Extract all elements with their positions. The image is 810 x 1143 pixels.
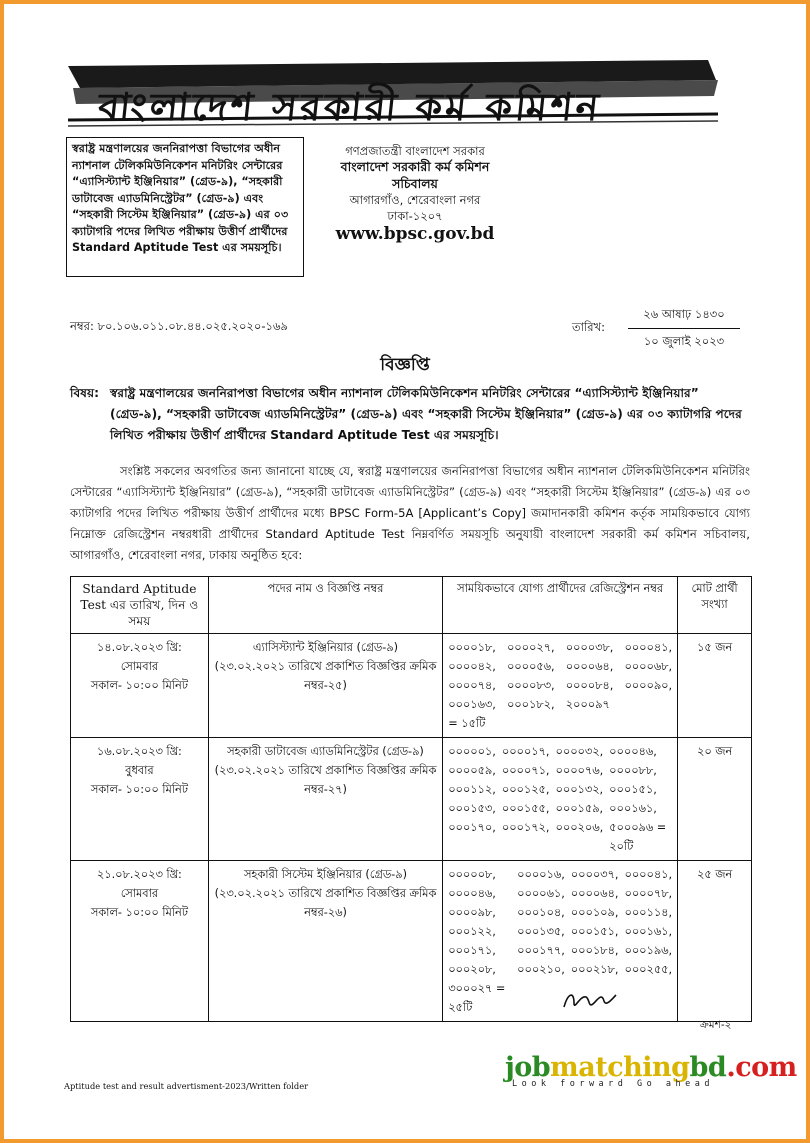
registration-number: ০০০০৬৪, [570, 887, 619, 900]
table-row [71, 738, 752, 861]
registration-number: ০০০১৫১, [609, 783, 657, 796]
website-link[interactable]: www.bpsc.gov.bd [335, 224, 495, 245]
gov-line-secretariat: সচিবালয় [392, 175, 438, 191]
registration-number: ০০০০৭৮, [624, 887, 673, 900]
registration-number: ০০০০১৮, [448, 641, 496, 654]
watermark-part-job: job [505, 1052, 551, 1083]
registration-number: ০০০১৫৩, [448, 802, 496, 815]
header-test-date: Standard Aptitude Test এর তারিখ, দিন ও সময় [71, 577, 209, 634]
registration-number: ০০০০৭৬, [555, 764, 604, 777]
registration-total: = ১৫টি [448, 717, 486, 730]
cell-schedule [71, 634, 209, 738]
post-name: এ্যাসিস্ট্যান্ট ইঞ্জিনিয়ার (গ্রেড-৯) [252, 641, 399, 654]
registration-number: ০০০১৭০, [448, 821, 496, 834]
date-english: ১০ জুলাই ২০২৩ [643, 334, 725, 348]
post-name: সহকারী সিস্টেম ইঞ্জিনিয়ার (গ্রেড-৯) [243, 868, 407, 881]
registration-number: ০০০১৯৬, [624, 944, 673, 957]
registration-number: ০০০১৭৭, [517, 944, 565, 957]
date-bangla: ২৬ আষাঢ় ১৪৩০ [628, 306, 740, 329]
circular-ref: (২৩.০২.২০২১ তারিখে প্রকাশিত বিজ্ঞপ্তির ক্রমিক নম্বর-২৭) [214, 764, 437, 796]
registration-number: ০০০০১৭, [501, 745, 550, 758]
registration-number: ০০০১৬১, [624, 925, 673, 938]
registration-number: ০০০০০১, [448, 745, 496, 758]
gov-line-commission: বাংলাদেশ সরকারী কর্ম কমিশন [340, 159, 490, 175]
registration-number: ০০০১৭১, [448, 944, 496, 957]
circular-ref: (২৩.০২.২০২১ তারিখে প্রকাশিত বিজ্ঞপ্তির ক্রমিক নম্বর-২৬) [214, 887, 437, 919]
registration-number: ০০০১৮৪, [570, 944, 619, 957]
schedule-date: ১৬.০৮.২০২৩ খ্রি: [96, 745, 182, 758]
registration-number: ০০০১৬৩, [448, 698, 496, 711]
subject-line [70, 383, 750, 446]
registration-number: ০০০১৩৫, [517, 925, 565, 938]
table-row [71, 634, 752, 738]
registration-number: ০০০০০৮, [448, 868, 496, 881]
watermark-part-bd: bd [689, 1052, 727, 1083]
registration-number: ০০০১৫১, [570, 925, 619, 938]
registration-number: ০০০১২২, [448, 925, 496, 938]
cell-post [208, 738, 442, 861]
cell-count: ১৫ জন [678, 634, 752, 738]
cell-registrations [443, 738, 678, 861]
post-name: সহকারী ডাটাবেজ এ্যাডমিনিস্ট্রেটর (গ্রেড-৯) [227, 745, 424, 758]
banner-title: বাংলাদেশ সরকারী কর্ম কমিশন [96, 84, 604, 129]
registration-number: ০০০০৯০, [624, 679, 673, 692]
cell-post [208, 634, 442, 738]
registration-number: ০০০০৪৬, [609, 745, 657, 758]
circular-ref: (২৩.০২.২০২১ তারিখে প্রকাশিত বিজ্ঞপ্তির ক্রমিক নম্বর-২৫) [214, 660, 437, 692]
registration-number: ০০০১২৫, [501, 783, 550, 796]
continuation-note: ক্রমশ-২ [700, 1019, 732, 1031]
registration-number: ০০০০৪১, [624, 868, 673, 881]
table-header-row [71, 577, 752, 634]
gov-line-city: ঢাকা-১২০৭ [387, 209, 443, 224]
cell-post [208, 861, 442, 1022]
registration-number: ০০০০৮৪, [565, 679, 614, 692]
schedule-day: সোমবার [120, 887, 159, 900]
registration-number: ০০০০৭৪, [448, 679, 496, 692]
header-total: মোট প্রার্থী সংখ্যা [678, 577, 752, 634]
registration-number: ৩০০০২৭ = ২৫টি [448, 982, 506, 1014]
bpsc-banner [68, 58, 718, 128]
registration-number: ০০০২১৮, [570, 963, 619, 976]
registration-number: ০০০২৫৫, [624, 963, 673, 976]
notice-title: বিজ্ঞপ্তি [380, 355, 430, 375]
footer-note: Aptitude test and result advertisment-2023/Written folder [64, 1081, 309, 1091]
gov-line-republic: গণপ্রজাতন্ত্রী বাংলাদেশ সরকার [345, 144, 485, 158]
subject-text: স্বরাষ্ট্র মন্ত্রণালয়ের জননিরাপত্তা বিভাগের অধীন ন্যাশনাল টেলিকমিউনিকেশন মনিটরিং সেন্টারের “এ্যাসিস্ট্যান্ট ইঞ্জিনিয়ার” (গ্রেড-৯), “সহকারী ডাটাবেজ এ্যাডমিনিস্ট্রেটর” (গ্রেড-৯) এবং “সহকারী সিস্টেম ইঞ্জিনিয়ার” (গ্রেড-৯) এর ০৩ ক্যাটাগরি পদের লিখিত পরীক্ষায় উত্তীর্ণ প্রার্থীদের Standard Aptitude Test এর সময়সূচি। [110, 386, 742, 442]
schedule-time: সকাল- ১০:০০ মিনিট [90, 679, 188, 692]
registration-number: ০০০০১৬, [517, 868, 565, 881]
registration-number: ০০০০৩৭, [570, 868, 619, 881]
date-block [628, 306, 740, 352]
registration-number: ০০০২১০, [517, 963, 565, 976]
registration-number: ০০০১৩২, [555, 783, 604, 796]
registration-number: ০০০২০৬, [555, 821, 604, 834]
registration-number: ০০০০৮৩, [506, 679, 555, 692]
registration-number: ০০০০৬৪, [565, 660, 614, 673]
registration-number: ০০০০৪১, [624, 641, 673, 654]
schedule-day: সোমবার [120, 660, 159, 673]
registration-number: ০০০১৫৯, [555, 802, 604, 815]
registration-number: ২০০০৯৭ [565, 698, 610, 711]
cell-count: ২০ জন [678, 738, 752, 861]
registration-number: ০০০১৭২, [501, 821, 550, 834]
registration-number: ৫০০০৯৬ = ২০টি [609, 821, 667, 853]
schedule-date: ২১.০৮.২০২৩ খ্রি: [96, 868, 182, 881]
registration-number: ০০০০৫৯, [448, 764, 496, 777]
subject-label: বিষয়: [70, 386, 100, 400]
registration-number: ০০০১৮২, [506, 698, 555, 711]
registration-number: ০০০০৪৬, [448, 887, 496, 900]
registration-number: ০০০১১৪, [624, 906, 673, 919]
registration-number: ০০০০৭১, [501, 764, 550, 777]
header-registration: সাময়িকভাবে যোগ্য প্রার্থীদের রেজিস্ট্রেশন নম্বর [443, 577, 678, 634]
registration-number: ০০০০৩২, [555, 745, 604, 758]
schedule-table [70, 576, 752, 1022]
registration-number: ০০০১৬১, [609, 802, 657, 815]
registration-number: ০০০১৫৫, [501, 802, 550, 815]
cell-schedule [71, 738, 209, 861]
registration-number: ০০০১১২, [448, 783, 496, 796]
schedule-time: সকাল- ১০:০০ মিনিট [90, 783, 188, 796]
header-post-name: পদের নাম ও বিজ্ঞপ্তি নম্বর [208, 577, 442, 634]
schedule-time: সকাল- ১০:০০ মিনিট [90, 906, 188, 919]
registration-number: ০০০০৫৬, [506, 660, 555, 673]
registration-number: ০০০১০৪, [517, 906, 565, 919]
schedule-date: ১৪.০৮.২০২৩ খ্রি: [96, 641, 182, 654]
memo-number: নম্বর: ৮০.১০৬.০১১.০৮.৪৪.০২৫.২০২০-১৬৯ [70, 319, 288, 333]
cell-count: ২৫ জন [678, 861, 752, 1022]
cell-schedule [71, 861, 209, 1022]
registration-number: ০০০০৮৮, [609, 764, 657, 777]
registration-number: ০০০০৪২, [448, 660, 496, 673]
watermark-part-matching: matching [550, 1052, 690, 1083]
watermark-tagline: Look forward Go ahead [512, 1079, 714, 1089]
cell-registrations [443, 634, 678, 738]
signature [560, 985, 620, 1015]
date-label: তারিখ: [572, 320, 606, 334]
body-paragraph: সংশ্লিষ্ট সকলের অবগতির জন্য জানানো যাচ্ছে যে, স্বরাষ্ট্র মন্ত্রণালয়ের জননিরাপত্তা বিভাগের অধীন ন্যাশনাল টেলিকমিউনিকেশন মনিটরিং সেন্টারের “এ্যাসিস্ট্যান্ট ইঞ্জিনিয়ার” (গ্রেড-৯), “সহকারী ডাটাবেজ এ্যাডমিনিস্ট্রেটর” (গ্রেড-৯) এবং “সহকারী সিস্টেম ইঞ্জিনিয়ার” (গ্রেড-৯) এর ০৩ ক্যাটাগরি পদের লিখিত পরীক্ষায় উত্তীর্ণ প্রার্থীদের মধ্যে BPSC Form-5A [Applicant’s Copy] জমাদানকারী কমিশন কর্তৃক সাময়িকভাবে যোগ্য নিম্নোক্ত রেজিস্ট্রেশন নম্বরধারী প্রার্থীদের Standard Aptitude Test নিম্নবর্ণিত সময়সূচি অনুযায়ী বাংলাদেশ সরকারী কর্ম কমিশন সচিবালয়, আগারগাঁও, শেরেবাংলা নগর, ঢাকায় অনুষ্ঠিত হবে: [70, 464, 750, 562]
registration-number: ০০০১০৯, [570, 906, 619, 919]
gov-line-address: আগারগাঁও, শেরেবাংলা নগর [349, 192, 481, 207]
registration-number: ০০০০৯৮, [448, 906, 496, 919]
schedule-day: বুধবার [125, 764, 154, 777]
government-header [330, 143, 500, 243]
registration-number: ০০০০২৭, [506, 641, 555, 654]
table-row [71, 861, 752, 1022]
registration-number: ০০০০৬১, [517, 887, 565, 900]
subject-box: স্বরাষ্ট্র মন্ত্রণালয়ের জননিরাপত্তা বিভাগের অধীন ন্যাশনাল টেলিকমিউনিকেশন মনিটরিং সেন্টারের “এ্যাসিস্ট্যান্ট ইঞ্জিনিয়ার” (গ্রেড-৯), “সহকারী ডাটাবেজ এ্যাডমিনিস্ট্রেটর” (গ্রেড-৯) এবং “সহকারী সিস্টেম ইঞ্জিনিয়ার” (গ্রেড-৯) এর ০৩ ক্যাটাগরি পদের লিখিত পরীক্ষায় উত্তীর্ণ প্রার্থীদের Standard Aptitude Test এর সময়সূচি। [66, 137, 304, 277]
registration-number: ০০০২০৮, [448, 963, 496, 976]
registration-number: ০০০০৬৮, [624, 660, 673, 673]
watermark-part-com: .com [726, 1052, 797, 1083]
registration-number: ০০০০৩৮, [565, 641, 614, 654]
